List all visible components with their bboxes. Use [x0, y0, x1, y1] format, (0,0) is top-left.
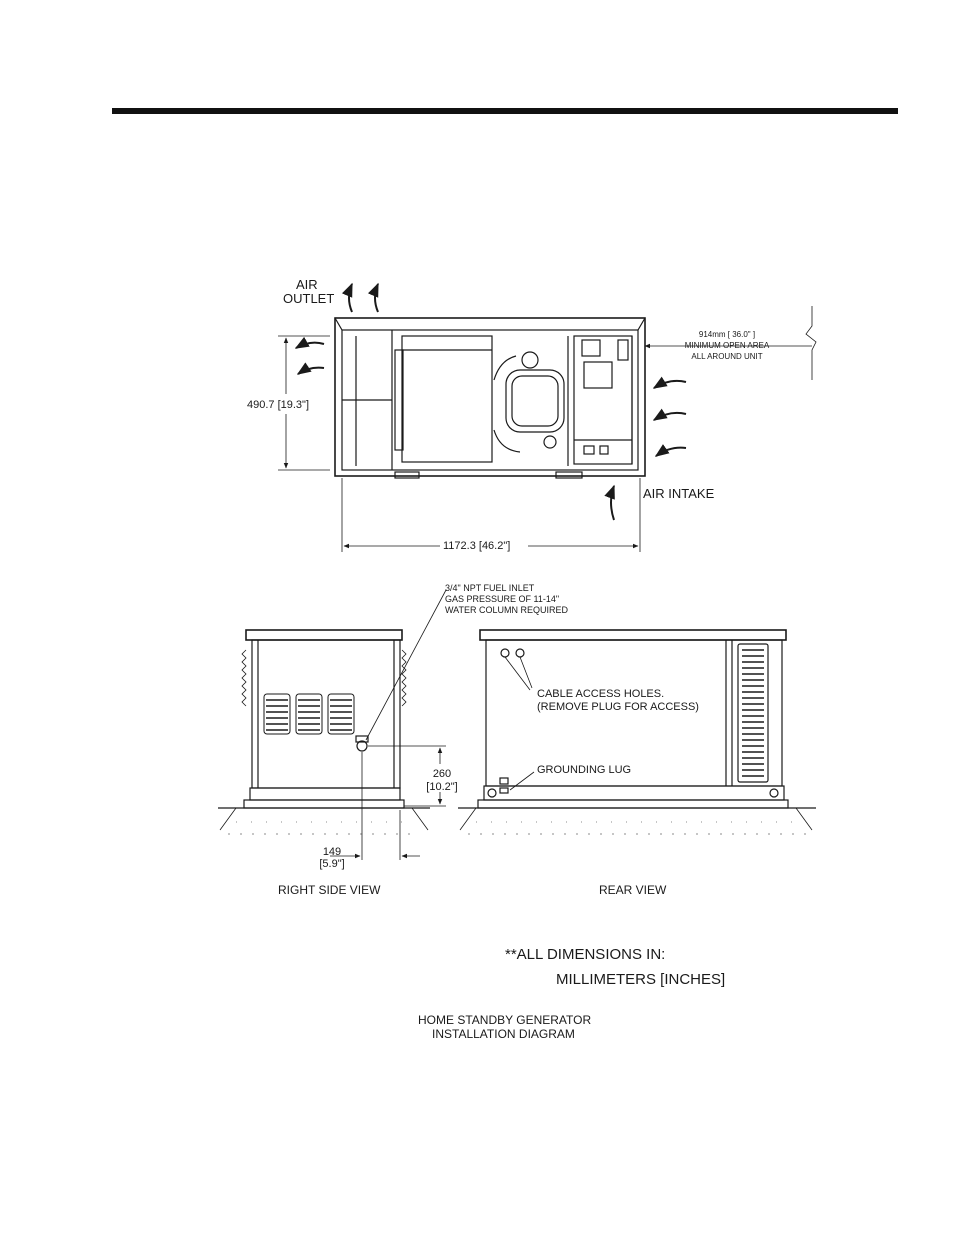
diagram-title-line1: HOME STANDBY GENERATOR — [418, 1013, 592, 1027]
cable-access-label-line2: (REMOVE PLUG FOR ACCESS) — [537, 701, 699, 713]
width-dimension-label: 1172.3 [46.2"] — [443, 540, 511, 552]
height-dimension-label: 490.7 [19.3"] — [247, 399, 310, 411]
inlet-offset-label-in: [5.9"] — [319, 858, 345, 870]
air-outlet-label-line2: OUTLET — [283, 291, 335, 306]
rear-view — [458, 630, 816, 834]
fuel-inlet-label-line3: WATER COLUMN REQUIRED — [445, 605, 569, 615]
air-intake-label: AIR INTAKE — [643, 486, 715, 501]
inlet-offset-label-mm: 149 — [322, 846, 342, 858]
right-side-view-caption: RIGHT SIDE VIEW — [278, 883, 381, 897]
clearance-label-line1: 914mm [ 36.0" ] — [698, 330, 756, 339]
top-view — [278, 284, 816, 552]
fuel-inlet-label-line2: GAS PRESSURE OF 11-14" — [445, 594, 560, 604]
cable-access-label-line1: CABLE ACCESS HOLES. — [537, 688, 665, 700]
rear-view-caption: REAR VIEW — [599, 883, 667, 897]
diagram-title-line2: INSTALLATION DIAGRAM — [432, 1027, 575, 1041]
right-side-view — [218, 590, 446, 860]
units-note-line1: **ALL DIMENSIONS IN: — [505, 946, 666, 963]
clearance-label-line3: ALL AROUND UNIT — [691, 352, 763, 361]
fuel-inlet-label-line1: 3/4" NPT FUEL INLET — [445, 583, 535, 593]
clearance-label-line2: MINIMUM OPEN AREA — [684, 341, 770, 350]
inlet-height-label-in: [10.2"] — [426, 781, 458, 793]
grounding-lug-label: GROUNDING LUG — [537, 764, 632, 776]
units-note-line2: MILLIMETERS [INCHES] — [556, 971, 726, 988]
air-outlet-label-line1: AIR — [296, 277, 318, 292]
inlet-height-label-mm: 260 — [432, 768, 452, 780]
